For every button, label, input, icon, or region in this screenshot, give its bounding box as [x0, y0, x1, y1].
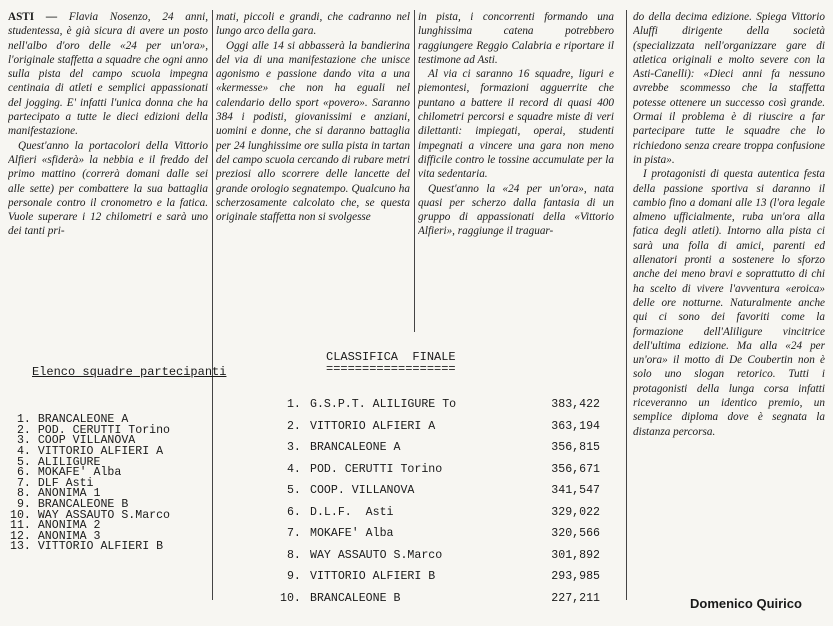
article-column-2: [216, 10, 410, 332]
ranking-position: 5.: [280, 484, 301, 497]
ranking-position: 8.: [280, 548, 301, 562]
ranking-position: 10.: [280, 591, 301, 605]
ranking-row: [280, 398, 600, 420]
team-list-item: 11. ANONIMA 2: [10, 519, 101, 533]
dateline: ASTI —: [8, 11, 58, 23]
ranking-team: POD. CERUTTI Torino: [310, 462, 443, 476]
ranking-team: VITTORIO ALFIERI B: [310, 570, 436, 583]
ranking-distance: 301,892: [551, 548, 600, 562]
ranking-distance: 356,671: [551, 462, 600, 476]
ranking-team: G.S.P.T. ALILIGURE To: [310, 398, 457, 411]
ranking-team: MOKAFE' Alba: [310, 527, 394, 540]
article-paragraph: in pista, i concorrenti formando una lunghissima catena potrebbero raggiungere Reggio Calabria e riportare il testimone ad Asti.: [418, 11, 614, 66]
ranking-team: VITTORIO ALFIERI A: [310, 419, 436, 433]
teams-list: [10, 394, 170, 564]
teams-list-title: Elenco squadre partecipanti: [32, 365, 227, 379]
ranking-position: 4.: [280, 462, 301, 476]
ranking-title: CLASSIFICA FINALE: [326, 350, 456, 364]
ranking-title-underline: ==================: [326, 362, 456, 376]
ranking-team: D.L.F. Asti: [310, 505, 394, 519]
ranking-team: BRANCALEONE A: [310, 441, 401, 454]
ranking-position: 6.: [280, 505, 301, 519]
article-column-3: [418, 10, 614, 332]
ranking-row: [280, 592, 600, 614]
ranking-row: [280, 441, 600, 463]
team-list-item: 10. WAY ASSAUTO S.Marco: [10, 508, 171, 522]
article-paragraph: Oggi alle 14 si abbasserà la bandierina del via di una manifestazione che unisce agonismo e passione dando vita a una «kermesse» che non ha eguali nel calendario dello sport «povero». Saranno 384 i podisti, giovanissimi e anziani, uomini e donne, che si daranno battaglia per 24 lunghissime ore sulla pista in tartan del campo scuola cercando di rubare metri preziosi allo scorrere delle lancette del grande orologio segnatempo. Qualcuno ha scherzosamente calcolato che, se questa originale staffetta non si svolgesse: [216, 39, 410, 224]
team-list-item: 4. VITTORIO ALFIERI A: [10, 444, 164, 458]
ranking-table: [280, 398, 600, 613]
ranking-distance: 356,815: [551, 441, 600, 454]
article-column-1: [8, 10, 208, 332]
article-paragraph: Quest'anno la «24 per un'ora», nata quasi per scherzo dalla fantasia di un gruppo di appassionati della «Vittorio Alfieri», raggiunge il traguar-: [418, 182, 614, 238]
ranking-distance: 329,022: [551, 505, 600, 519]
ranking-team: COOP. VILLANOVA: [310, 484, 415, 497]
team-list-item: 3. COOP VILLANOVA: [10, 434, 136, 448]
team-list-item: 5. ALILIGURE: [10, 455, 101, 469]
team-list-item: 8. ANONIMA 1: [10, 487, 101, 501]
article-paragraph: Quest'anno la portacolori della Vittorio Alfieri «sfiderà» la nebbia e il freddo del primo mattino (correrà domani dalle sei alle sette) per combattere la sua battaglia personale contro il cronometro e la fatica. Vuole superare i 12 chilometri e sarà uno dei tanti pri-: [8, 139, 208, 238]
team-list-item: 12. ANONIMA 3: [10, 529, 101, 543]
article-paragraph: mati, piccoli e grandi, che cadranno nel lungo arco della gara.: [216, 11, 410, 38]
byline: Domenico Quirico: [690, 596, 802, 611]
ranking-row: [280, 463, 600, 485]
ranking-row: [280, 506, 600, 528]
column-divider: [414, 10, 415, 332]
ranking-team: BRANCALEONE B: [310, 591, 401, 605]
ranking-distance: 363,194: [551, 419, 600, 433]
ranking-team: WAY ASSAUTO S.Marco: [310, 548, 443, 562]
ranking-distance: 227,211: [551, 591, 600, 605]
team-list-item: 1. BRANCALEONE A: [10, 413, 129, 427]
ranking-position: 9.: [280, 570, 301, 583]
team-list-item: 7. DLF Asti: [10, 476, 94, 490]
ranking-distance: 293,985: [551, 570, 600, 583]
ranking-row: [280, 484, 600, 506]
article-column-4: [633, 10, 825, 596]
article-paragraph: I protagonisti di questa autentica festa della passione sportiva si daranno il cambio fino a domani alle 13 (l'ora legale almeno ufficialmente, ruba un'ora alla fatica degli atleti). Intorno alla pista ci sarà una folla di amici, parenti ed allenatori pronti a sostenere lo sforzo anche dei meno bravi e soprattutto di chi ha scelto di vivere l'avventura «eroica» delle ore notturne. Naturalmente anche qui ci sono dei favoriti come la formazione dell'Aliligure vincitrice dell'ultima edizione. Ma alla «24 per un'ora» il motto di De Coubertin non è solo uno slogan retorico. Tutti i protagonisti della lunga corsa infatti riceveranno un identico premio, un semplice diploma dove è segnata la distanza percorsa.: [633, 168, 825, 438]
article-paragraph: do della decima edizione. Spiega Vittorio Aluffi dirigente della società (specializzata nell'organizzare gare di atletica originali e molto severe con la Asti-Canelli): «Dieci anni fa nessuno avrebbe scommesso che la staffetta potesse ottenere un successo così grande. Ormai il problema è di riuscire a far partecipare tutte le squadre che lo richiedono senza creare troppa confusione in pista».: [633, 11, 825, 166]
team-list-item: 2. POD. CERUTTI Torino: [10, 423, 171, 437]
ranking-position: 2.: [280, 419, 301, 433]
article-paragraph: ASTI — Flavia Nosenzo, 24 anni, studentessa, è già sicura di avere un posto nell'albo d'oro delle «24 per un'ora», l'originale staffetta a squadre che ogni anno sulla pista del campo scuola impegna centinaia di atleti e semplici appassionati del jogging. E' infatti l'unica donna che ha partecipato a tutte le dieci edizioni della manifestazione.: [8, 11, 208, 138]
ranking-position: 3.: [280, 441, 301, 454]
team-list-item: 9. BRANCALEONE B: [10, 497, 129, 511]
ranking-position: 7.: [280, 527, 301, 540]
ranking-distance: 341,547: [551, 484, 600, 497]
column-divider: [626, 10, 627, 600]
ranking-distance: 383,422: [551, 398, 600, 411]
ranking-distance: 320,566: [551, 527, 600, 540]
ranking-row: [280, 527, 600, 549]
ranking-row: [280, 570, 600, 592]
ranking-row: [280, 549, 600, 571]
ranking-position: 1.: [280, 398, 301, 411]
team-list-item: 13. VITTORIO ALFIERI B: [10, 540, 164, 554]
ranking-row: [280, 420, 600, 442]
team-list-item: 6. MOKAFE' Alba: [10, 466, 122, 480]
column-divider: [212, 10, 213, 600]
article-paragraph: Al via ci saranno 16 squadre, liguri e piemontesi, formazioni agguerrite che puntano a battere il record di quasi 400 chilometri percorsi e squadre miste di veri dilettanti: impiegati, operai, studenti impegnati a vincere una gara non meno difficile contro le tossine accumulate per la vita sedentaria.: [418, 68, 614, 181]
